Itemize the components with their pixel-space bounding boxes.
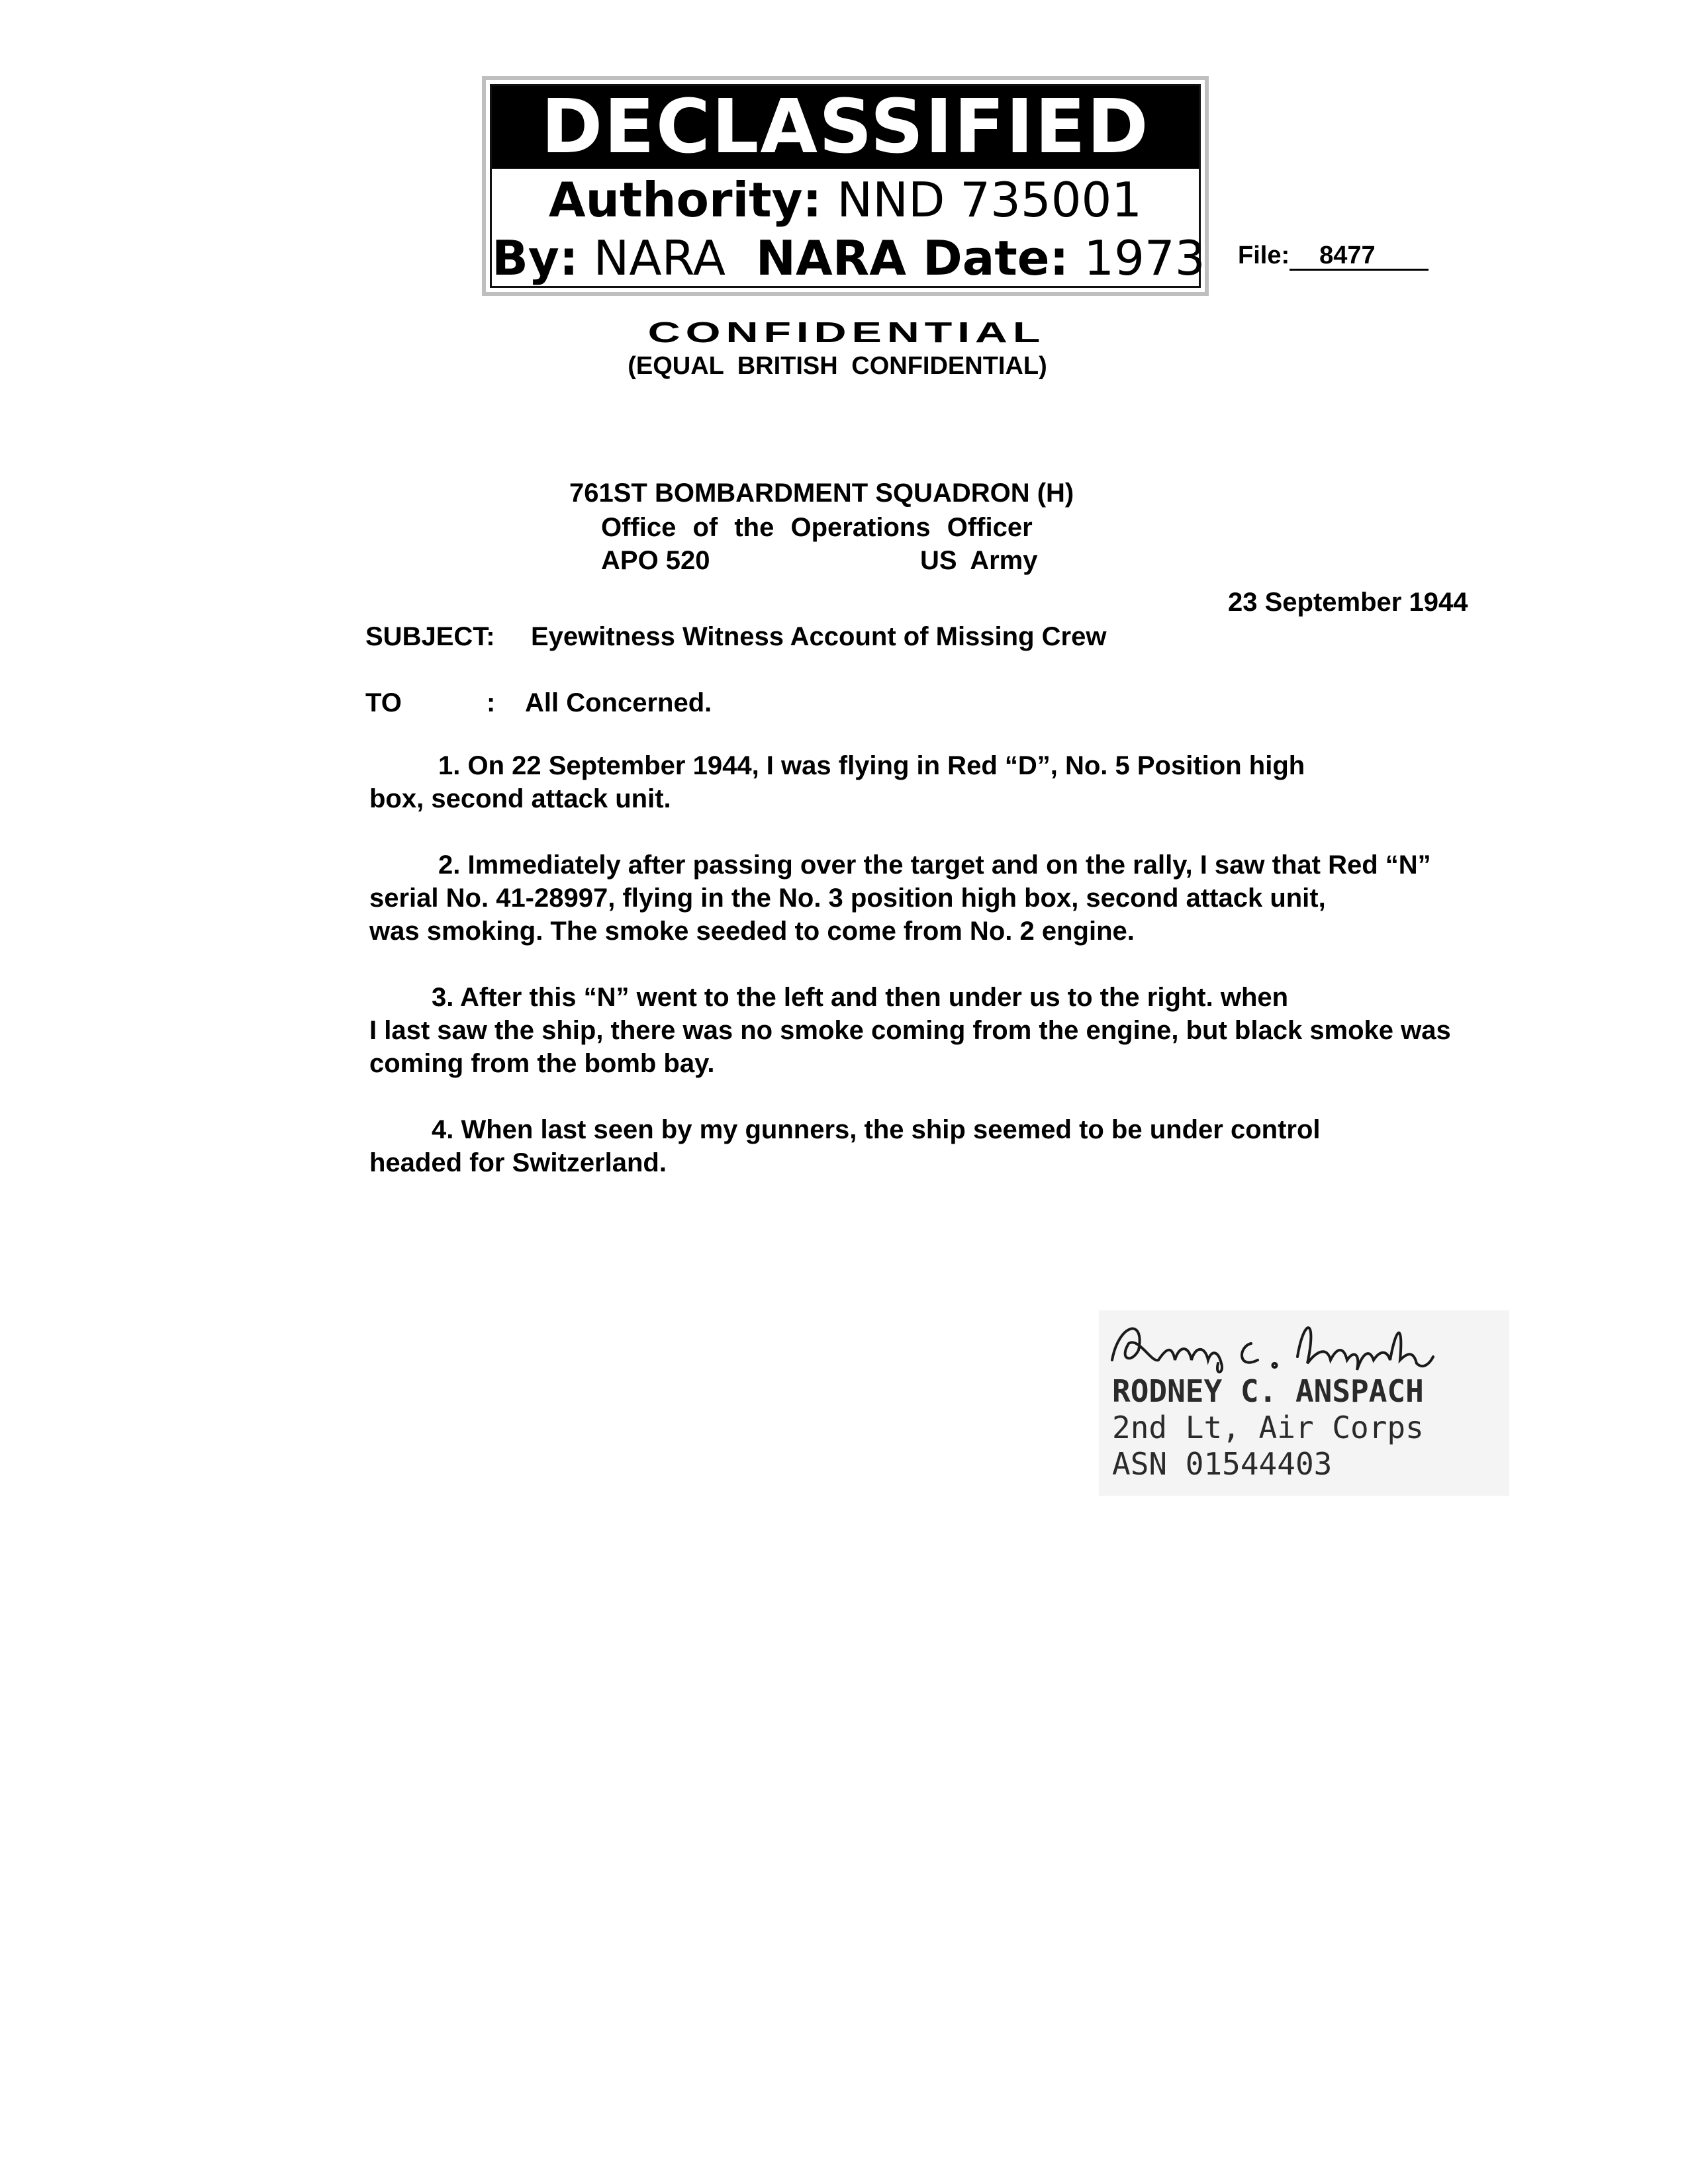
to-label: TO — [365, 688, 402, 717]
classification-subheading: (EQUAL BRITISH CONFIDENTIAL) — [628, 352, 1047, 380]
to-value: All Concerned. — [525, 688, 712, 717]
stamp-banner: DECLASSIFIED — [492, 86, 1199, 169]
paragraph-2-line-1: 2. Immediately after passing over the target and on the rally, I saw that Red “N” — [438, 850, 1431, 880]
subject-label: SUBJECT: — [365, 622, 495, 651]
document-date: 23 September 1944 — [1228, 588, 1468, 617]
paragraph-1-line-2: box, second attack unit. — [369, 784, 671, 813]
by-label: By: — [492, 230, 579, 286]
file-value: 8477 — [1289, 242, 1429, 271]
declassified-stamp — [482, 76, 1209, 296]
signer-rank: 2nd Lt, Air Corps — [1112, 1410, 1424, 1445]
stamp-by-date — [492, 230, 1205, 286]
classification-heading: CONFIDENTIAL — [647, 316, 1046, 349]
to-colon: : — [487, 688, 496, 717]
signer-asn: ASN 01544403 — [1112, 1446, 1333, 1482]
paragraph-2-line-3: was smoking. The smoke seeded to come from No. 2 engine. — [369, 917, 1135, 946]
paragraph-4-line-2: headed for Switzerland. — [369, 1148, 667, 1177]
office-name: Office of the Operations Officer — [601, 513, 1033, 542]
file-number — [1238, 242, 1429, 271]
file-label: File: — [1238, 242, 1290, 269]
stamp-authority — [492, 172, 1199, 228]
paragraph-3-line-2: I last saw the ship, there was no smoke coming from the engine, but black smoke was — [369, 1016, 1451, 1045]
signature-block — [1099, 1297, 1523, 1496]
army-label: US Army — [920, 546, 1038, 575]
subject-value: Eyewitness Witness Account of Missing Crew — [531, 622, 1107, 651]
signer-name: RODNEY C. ANSPACH — [1112, 1373, 1424, 1409]
paragraph-1-line-1: 1. On 22 September 1944, I was flying in Red “D”, No. 5 Position high — [438, 751, 1305, 780]
authority-label: Authority: — [548, 172, 822, 228]
paragraph-3-line-3: coming from the bomb bay. — [369, 1049, 715, 1078]
apo-number: APO 520 — [601, 546, 710, 575]
paragraph-2-line-2: serial No. 41-28997, flying in the No. 3 position high box, second attack unit, — [369, 884, 1326, 913]
nara-date-label: NARA Date: — [755, 230, 1069, 286]
by-value: NARA — [593, 230, 726, 286]
stamp-frame — [490, 84, 1205, 288]
paragraph-4-line-1: 4. When last seen by my gunners, the ship seemed to be under control — [432, 1115, 1321, 1144]
paragraph-3-line-1: 3. After this “N” went to the left and then under us to the right. when — [432, 983, 1289, 1012]
nara-date-value: 1973 — [1084, 230, 1205, 286]
unit-name: 761ST BOMBARDMENT SQUADRON (H) — [569, 478, 1074, 508]
authority-value: NND 735001 — [837, 172, 1143, 228]
